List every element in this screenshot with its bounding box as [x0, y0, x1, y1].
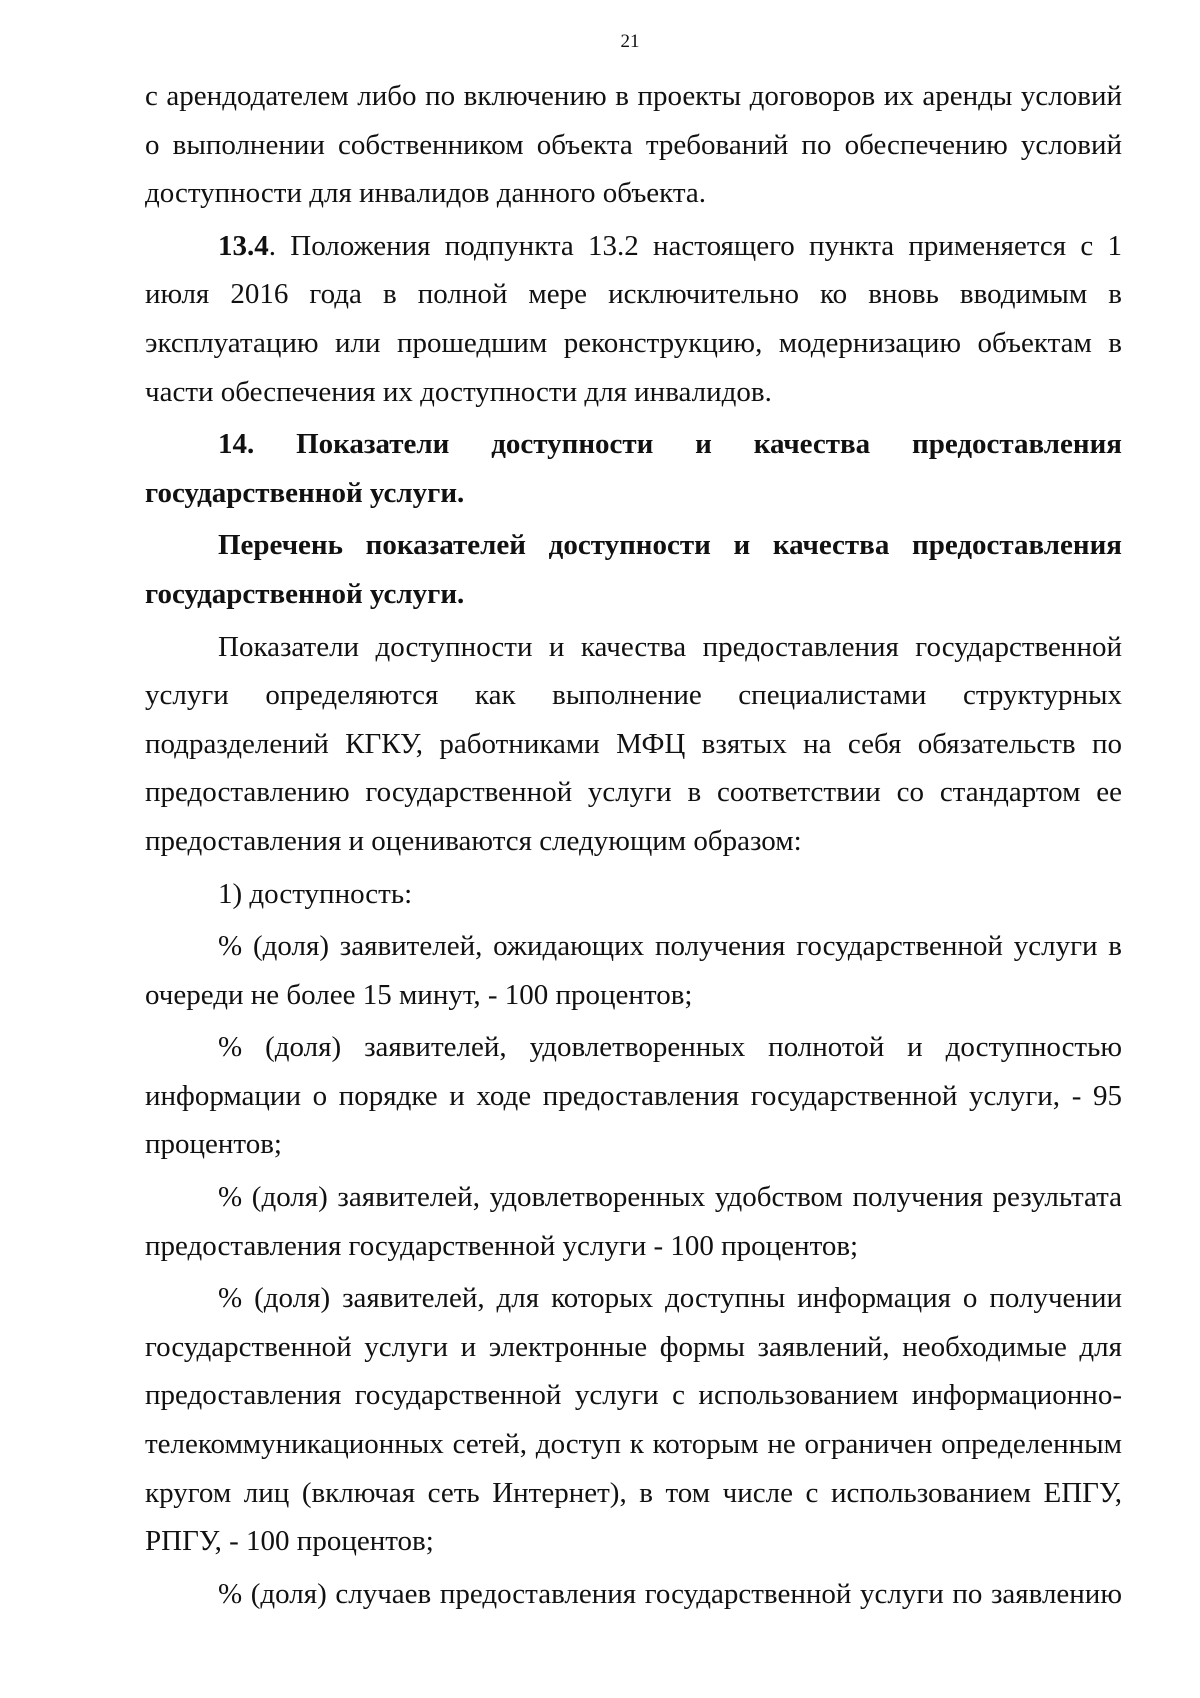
paragraph-continuation: с арендодателем либо по включению в проекты договоров их аренды условий о выполнении собственником объекта требований по обеспечению условий доступности для инвалидов данного объекта.: [145, 80, 1122, 210]
indicator-information-completeness: % (доля) заявителей, удовлетворенных полнотой и доступностью информации о порядке и ходе предоставления государственной услуги, - 95 процентов;: [145, 1031, 1122, 1161]
page-number: 21: [620, 31, 640, 52]
indicator-electronic-access: % (доля) заявителей, для которых доступны информация о получении государственной услуги и электронные формы заявлений, необходимые для предоставления государственной услуги с использованием информационно-телекоммуникационных сетей, доступ к которым не ограничен определенным кругом лиц (включая сеть Интернет), в том числе с использованием ЕПГУ, РПГУ, - 100 процентов;: [145, 1282, 1122, 1558]
indicator-result-convenience: % (доля) заявителей, удовлетворенных удобством получения результата предоставления государственной услуги - 100 процентов;: [145, 1181, 1122, 1262]
indicator-application-cases: % (доля) случаев предоставления государственной услуги по заявлению: [218, 1577, 1122, 1610]
document-body: [145, 72, 1122, 1618]
paragraph-13-4-text: . Положения подпункта 13.2 настоящего пункта применяется с 1 июля 2016 года в полной мере исключительно ко вновь вводимым в эксплуатацию или прошедшим реконструкцию, модернизацию объектам в части обеспечения их доступности для инвалидов.: [145, 229, 1122, 408]
paragraph-indicators-intro: Показатели доступности и качества предоставления государственной услуги определяются как выполнение специалистами структурных подразделений КГКУ, работниками МФЦ взятых на себя обязательств по предоставлению государственной услуги в соответствии со стандартом ее предоставления и оцениваются следующим образом:: [145, 630, 1122, 857]
indicator-queue-time: % (доля) заявителей, ожидающих получения государственной услуги в очереди не более 15 минут, - 100 процентов;: [145, 930, 1122, 1011]
list-item-accessibility: 1) доступность:: [218, 877, 413, 910]
subsection-heading: Перечень показателей доступности и качества предоставления государственной услуги.: [145, 529, 1122, 610]
section-heading-14: 14. Показатели доступности и качества предоставления государственной услуги.: [145, 428, 1122, 509]
paragraph-13-4: [145, 222, 1122, 416]
clause-number: 13.4: [218, 229, 269, 262]
